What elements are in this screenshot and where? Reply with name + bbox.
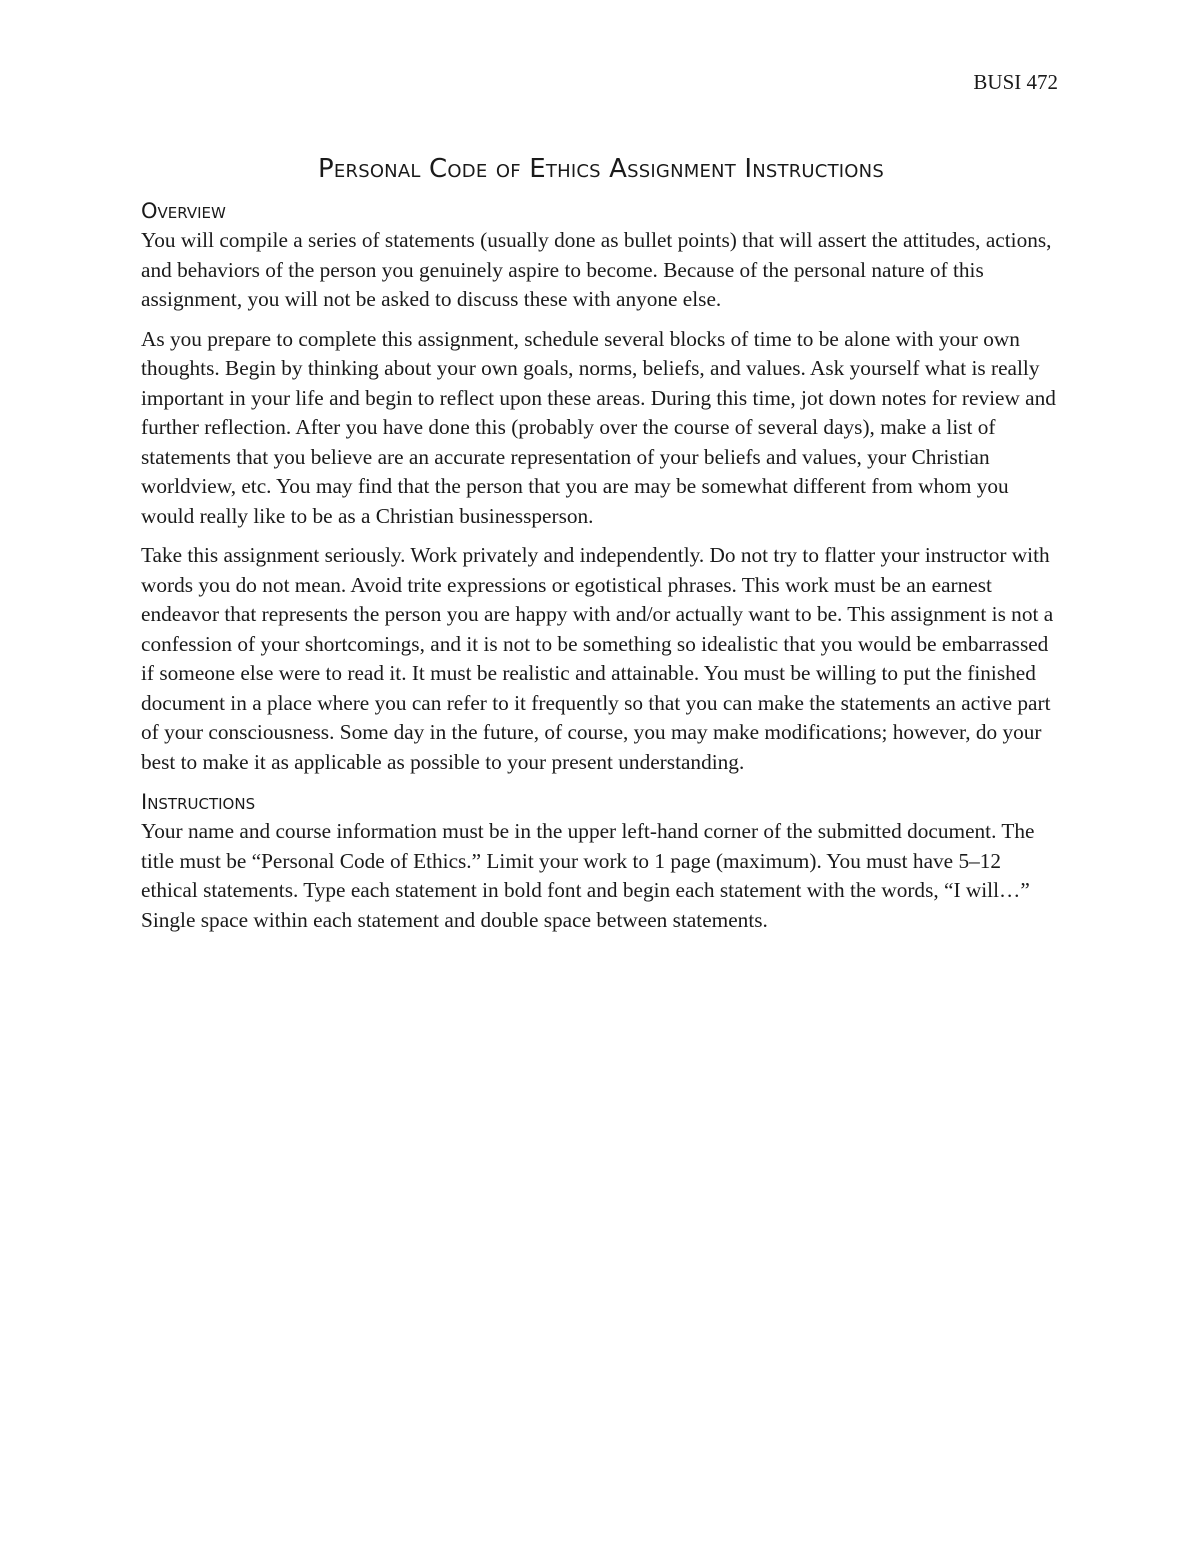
instructions-paragraph-1: Your name and course information must be in the upper left-hand corner of the submitted document. The title must be “Personal Code of Ethics.” Limit your work to 1 page (maximum). You must have 5–12 ethical statements. Type each statement in bold font and begin each statement with the words, “I will…” Single space within each statement and double space between statements. bbox=[141, 819, 1035, 932]
section-heading-overview: Overview bbox=[141, 199, 226, 223]
overview-paragraph-3: Take this assignment seriously. Work privately and independently. Do not try to flatter your instructor with words you do not mean. Avoid trite expressions or egotistical phrases. This work must be an earnest endeavor that represents the person you are happy with and/or actually want to be. This assignment is not a confession of your shortcomings, and it is not to be something so idealistic that you would be embarrassed if someone else were to read it. It must be realistic and attainable. You must be willing to put the finished document in a place where you can refer to it frequently so that you can make the statements an active part of your consciousness. Some day in the future, of course, you may make modifications; however, do your best to make it as applicable as possible to your present understanding. bbox=[141, 543, 1054, 774]
document-body bbox=[141, 150, 1061, 945]
section-heading-instructions: Instructions bbox=[141, 790, 256, 814]
overview-paragraph-1: You will compile a series of statements (usually done as bullet points) that will assert the attitudes, actions, and behaviors of the person you genuinely aspire to become. Because of the personal nature of this assignment, you will not be asked to discuss these with anyone else. bbox=[141, 228, 1052, 311]
course-code-header: BUSI 472 bbox=[973, 70, 1058, 94]
overview-paragraph-2: As you prepare to complete this assignment, schedule several blocks of time to be alone with your own thoughts. Begin by thinking about your own goals, norms, beliefs, and values. Ask yourself what is really important in your life and begin to reflect upon these areas. During this time, jot down notes for review and further reflection. After you have done this (probably over the course of several days), make a list of statements that you believe are an accurate representation of your beliefs and values, your Christian worldview, etc. You may find that the person that you are may be somewhat different from whom you would really like to be as a Christian businessperson. bbox=[141, 326, 1056, 528]
document-title: Personal Code of Ethics Assignment Instructions bbox=[318, 154, 884, 184]
